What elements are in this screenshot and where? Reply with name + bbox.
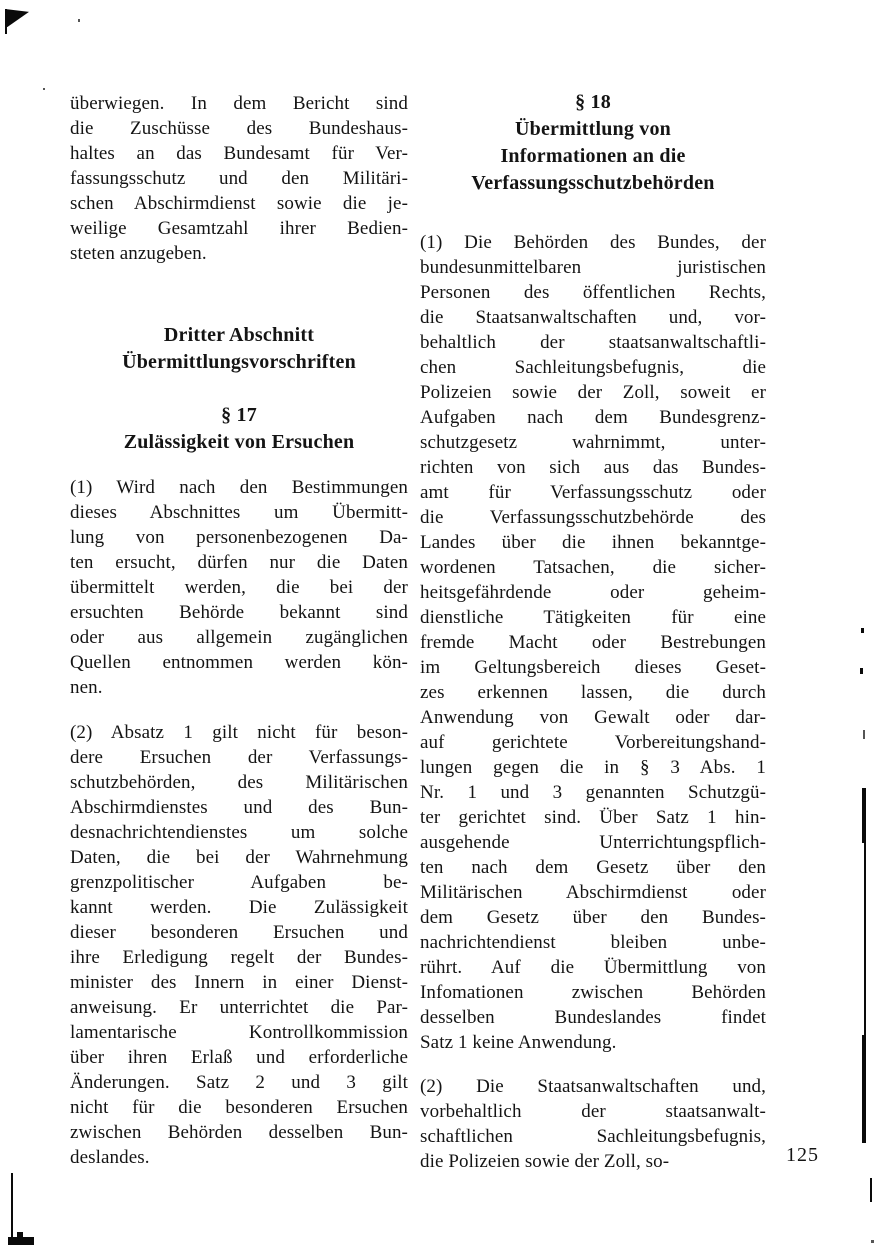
text-line: übermittelt werden, die bei der <box>70 577 408 598</box>
text-line: Polizeien sowie der Zoll, soweit er <box>420 382 766 403</box>
section-heading-dritter-abschnitt <box>70 322 408 376</box>
scan-artifact-bottom-blob <box>17 1232 23 1238</box>
text-line: ten ersucht, dürfen nur die Daten <box>70 552 408 573</box>
scan-artifact-edge-line <box>862 1035 866 1143</box>
text-line: Daten, die bei der Wahrnehmung <box>70 847 408 868</box>
text-line: lung von personenbezogenen Da- <box>70 527 408 548</box>
section-18-heading <box>420 89 766 197</box>
text-line: Quellen entnommen werden kön- <box>70 652 408 673</box>
text-line: Infomationen zwischen Behörden <box>420 982 766 1003</box>
text-line: oder aus allgemein zugänglichen <box>70 627 408 648</box>
text-line: behaltlich der staatsanwaltschaftli- <box>420 332 766 353</box>
text-line: Landes über die ihnen bekanntge- <box>420 532 766 553</box>
text-line: Abschirmdienstes und des Bun- <box>70 797 408 818</box>
text-line: im Geltungsbereich dieses Geset- <box>420 657 766 678</box>
text-line: Nr. 1 und 3 genannten Schutzgü- <box>420 782 766 803</box>
text-line: dieser besonderen Ersuchen und <box>70 922 408 943</box>
text-line: bundesunmittelbaren juristischen <box>420 257 766 278</box>
text-line: amt für Verfassungsschutz oder <box>420 482 766 503</box>
text-line: Informationen an die <box>500 145 686 167</box>
section-17-paragraph-2 <box>70 720 408 1170</box>
scan-artifact-edge-line <box>870 1178 872 1202</box>
section-17-number: § 17 <box>221 404 257 426</box>
section-heading-line2: Übermittlungsvorschriften <box>122 351 356 373</box>
text-line: ten nach dem Gesetz über den <box>420 857 766 878</box>
text-line: kannt werden. Die Zulässigkeit <box>70 897 408 918</box>
text-line: Personen des öffentlichen Rechts, <box>420 282 766 303</box>
scan-artifact-edge-line <box>864 843 866 1035</box>
text-line: (2) Die Staatsanwaltschaften und, <box>420 1076 766 1097</box>
scan-artifact-corner-flag <box>5 9 29 27</box>
text-line: zwischen Behörden desselben Bun- <box>70 1122 408 1143</box>
text-line: auf gerichtete Vorbereitungshand- <box>420 732 766 753</box>
scan-artifact-edge-mark <box>860 668 863 674</box>
text-line: richten von sich aus das Bundes- <box>420 457 766 478</box>
text-line: fassungsschutz und den Militäri- <box>70 168 408 189</box>
section-18-title <box>420 116 766 197</box>
text-line: Militärischen Abschirmdienst oder <box>420 882 766 903</box>
scan-artifact-dot <box>43 88 45 90</box>
text-line: deslandes. <box>70 1147 150 1168</box>
text-line: ter gerichtet sind. Über Satz 1 hin- <box>420 807 766 828</box>
section-18-paragraph-2 <box>420 1074 766 1174</box>
scan-artifact-edge-mark <box>861 628 864 633</box>
text-line: zes erkennen lassen, die durch <box>420 682 766 703</box>
text-line: fremde Macht oder Bestrebungen <box>420 632 766 653</box>
section-17-heading <box>70 402 408 456</box>
text-line: die Staatsanwaltschaften und, vor- <box>420 307 766 328</box>
text-line: rührt. Auf die Übermittlung von <box>420 957 766 978</box>
text-line: minister des Innern in einer Dienst- <box>70 972 408 993</box>
text-line: weilige Gesamtzahl ihrer Bedien- <box>70 218 408 239</box>
text-line: die Zuschüsse des Bundeshaus- <box>70 118 408 139</box>
text-line: die Polizeien sowie der Zoll, so- <box>420 1151 670 1172</box>
text-line: Aufgaben nach dem Bundesgrenz- <box>420 407 766 428</box>
text-line: haltes an das Bundesamt für Ver- <box>70 143 408 164</box>
text-line: lungen gegen die in § 3 Abs. 1 <box>420 757 766 778</box>
text-line: grenzpolitischer Aufgaben be- <box>70 872 408 893</box>
text-line: steten anzugeben. <box>70 243 207 264</box>
text-line: ihre Erledigung regelt der Bundes- <box>70 947 408 968</box>
scan-artifact-dot <box>871 1240 874 1243</box>
text-line: über ihren Erlaß und erforderliche <box>70 1047 408 1068</box>
text-line: die Verfassungsschutzbehörde des <box>420 507 766 528</box>
text-line: (2) Absatz 1 gilt nicht für beson- <box>70 722 408 743</box>
section-17-title: Zulässigkeit von Ersuchen <box>123 431 355 453</box>
text-line: schutzgesetz wahrnimmt, unter- <box>420 432 766 453</box>
text-line: ersuchten Behörde bekannt sind <box>70 602 408 623</box>
text-line: desselben Bundeslandes findet <box>420 1007 766 1028</box>
text-line: nen. <box>70 677 103 698</box>
text-line: schutzbehörden, des Militärischen <box>70 772 408 793</box>
section-heading-line1: Dritter Abschnitt <box>163 324 315 346</box>
text-line: Verfassungsschutzbehörden <box>471 172 715 194</box>
text-line: vorbehaltlich der staatsanwalt- <box>420 1101 766 1122</box>
text-line: nicht für die besonderen Ersuchen <box>70 1097 408 1118</box>
text-line: wordenen Tatsachen, die sicher- <box>420 557 766 578</box>
scan-artifact-dot <box>78 19 80 22</box>
section-18-paragraph-1 <box>420 230 766 1055</box>
text-line: heitsgefährdende oder geheim- <box>420 582 766 603</box>
page-number: 125 <box>786 1144 819 1166</box>
scan-artifact-bottom-blob <box>8 1237 34 1245</box>
text-line: Satz 1 keine Anwendung. <box>420 1032 617 1053</box>
text-line: überwiegen. In dem Bericht sind <box>70 93 408 114</box>
text-line: lamentarische Kontrollkommission <box>70 1022 408 1043</box>
text-line: (1) Wird nach den Bestimmungen <box>70 477 408 498</box>
left-column-continuation-paragraph <box>70 91 408 266</box>
scan-artifact-edge-line <box>862 788 866 843</box>
text-line: Anwendung von Gewalt oder dar- <box>420 707 766 728</box>
text-line: dieses Abschnittes um Übermitt- <box>70 502 408 523</box>
scan-artifact-flag-pole <box>5 9 7 34</box>
scan-artifact-bottom-line <box>11 1173 13 1243</box>
scan-artifact-edge-mark <box>863 730 865 739</box>
text-line: chen Sachleitungsbefugnis, die <box>420 357 766 378</box>
text-line: Änderungen. Satz 2 und 3 gilt <box>70 1072 408 1093</box>
section-17-paragraph-1 <box>70 475 408 700</box>
text-line: dienstliche Tätigkeiten für eine <box>420 607 766 628</box>
text-line: nachrichtendienst bleiben unbe- <box>420 932 766 953</box>
text-line: schen Abschirmdienst sowie die je- <box>70 193 408 214</box>
text-line: desnachrichtendienstes um solche <box>70 822 408 843</box>
text-line: dere Ersuchen der Verfassungs- <box>70 747 408 768</box>
text-line: ausgehende Unterrichtungspflich- <box>420 832 766 853</box>
text-line: anweisung. Er unterrichtet die Par- <box>70 997 408 1018</box>
section-18-number: § 18 <box>575 91 611 113</box>
text-line: (1) Die Behörden des Bundes, der <box>420 232 766 253</box>
text-line: Übermittlung von <box>515 118 671 140</box>
text-line: schaftlichen Sachleitungsbefugnis, <box>420 1126 766 1147</box>
text-line: dem Gesetz über den Bundes- <box>420 907 766 928</box>
